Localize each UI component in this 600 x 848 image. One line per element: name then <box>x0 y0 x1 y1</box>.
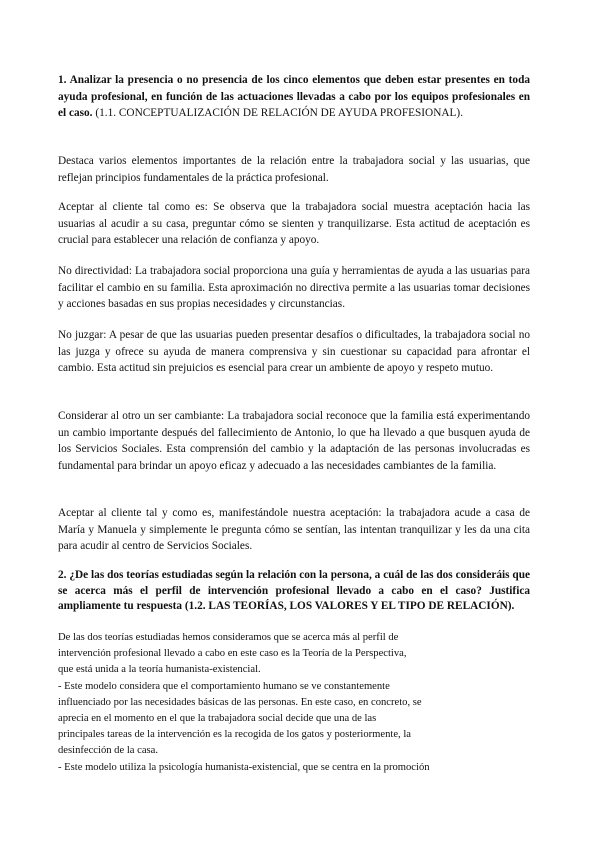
question-2-heading: 2. ¿De las dos teorías estudiadas según la relación con la persona, a cuál de las dos consideráis que se acerca más el perfil de intervención profesional llevado a cabo en el caso? Justifica ampliamente tu respuesta (1.2. LAS TEORÍAS, LOS VALORES Y EL TIPO DE RELACIÓN). <box>58 569 530 612</box>
answer-line: influenciado por las necesidades básicas de las personas. En este caso, en concreto, se <box>58 696 422 708</box>
paragraph-considerar: Considerar al otro un ser cambiante: La trabajadora social reconoce que la familia está experimentando un cambio importante después del fallecimiento de Antonio, lo que ha llevado a que busquen ayuda de los Servicios Sociales. Esta comprensión del cambio y la adaptación de las personas involucradas es fundamental para brindar un apoyo eficaz y adecuado a las necesidades cambiantes de la familia. <box>58 410 530 473</box>
answer-2 <box>58 630 530 776</box>
paragraph-aceptar-manifestando: Aceptar al cliente tal y como es, manifestándole nuestra aceptación: la trabajadora acude a casa de María y Manuela y simplemente le pregunta cómo se sentían, las intentan tranquilizar y les da una cita para acudir al centro de Servicios Sociales. <box>58 507 530 553</box>
answer-line: que está unida a la teoría humanista-existencial. <box>58 664 261 676</box>
answer-line: principales tareas de la intervención es la recogida de los gatos y posteriormente, la <box>58 729 411 741</box>
paragraph-aceptar: Aceptar al cliente tal como es: Se observa que la trabajadora social muestra aceptación hacia las usuarias al acudir a su casa, preguntar cómo se sienten y tranquilizarse. Esta actitud de aceptación es crucial para establecer una relación de confianza y apoyo. <box>58 201 530 247</box>
paragraph-intro: Destaca varios elementos importantes de la relación entre la trabajadora social y las usuarias, que reflejan principios fundamentales de la práctica profesional. <box>58 155 530 184</box>
answer-line: De las dos teorías estudiadas hemos consideramos que se acerca más al perfil de <box>58 632 399 643</box>
paragraph-no-juzgar: No juzgar: A pesar de que las usuarias pueden presentar desafíos o dificultades, la trabajadora social no las juzga y ofrece su ayuda de manera comprensiva y sin cuestionar su capacidad para afrontar el cambio. Esta actitud sin prejuicios es esencial para crear un ambiente de apoyo y respeto mutuo. <box>58 329 530 375</box>
answer-line: - Este modelo considera que el comportamiento humano se ve constantemente <box>58 680 390 692</box>
question-1-text: 1. Analizar la presencia o no presencia de los cinco elementos que deben estar presentes en toda ayuda profesional, en función de las actuaciones llevadas a cabo por los equipos profesionales en el caso. <box>58 74 530 120</box>
answer-line: desinfección de la casa. <box>58 745 158 757</box>
answer-line: aprecia en el momento en el que la trabajadora social decide que una de las <box>58 713 377 725</box>
question-1-heading <box>58 72 530 122</box>
answer-line: intervención profesional llevado a cabo en este caso es la Teoría de la Perspectiva, <box>58 648 407 660</box>
answer-line: - Este modelo utiliza la psicología humanista-existencial, que se centra en la promoción <box>58 761 430 773</box>
question-1-reference: (1.1. CONCEPTUALIZACIÓN DE RELACIÓN DE AYUDA PROFESIONAL). <box>92 107 464 120</box>
paragraph-no-directividad: No directividad: La trabajadora social proporciona una guía y herramientas de ayuda a las usuarias para facilitar el cambio en su familia. Esta aproximación no directiva permite a las usuarias tomar decisiones y acciones basadas en sus propias necesidades y circunstancias. <box>58 265 530 311</box>
